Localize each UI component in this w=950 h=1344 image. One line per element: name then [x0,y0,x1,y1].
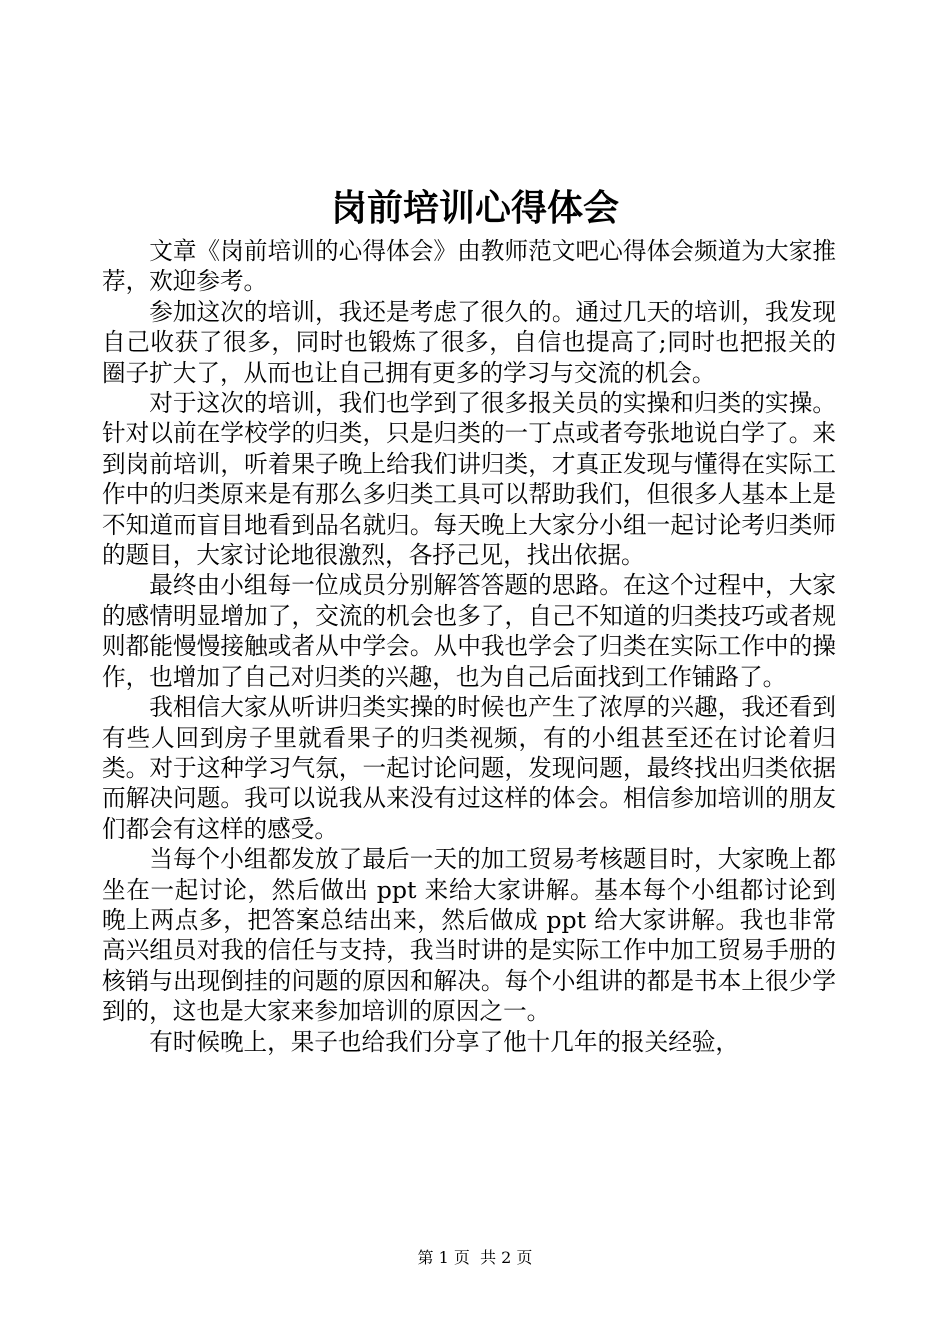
page-number-label: 第 1 页 共 2 页 [417,1248,533,1267]
document-title: 岗前培训心得体会 [330,187,619,229]
paragraph: 最终由小组每一位成员分别解答答题的思路。在这个过程中，大家的感情明显增加了，交流的机会也多了，自己不知道的归类技巧或者规则都能慢慢接触或者从中学会。从中我也学会了归类在实际工作中的操作，也增加了自己对归类的兴趣，也为自己后面找到工作铺路了。 [102,571,836,691]
document-body [102,236,836,1057]
paragraph: 有时候晚上，果子也给我们分享了他十几年的报关经验， [149,1027,740,1056]
paragraph: 当每个小组都发放了最后一天的加工贸易考核题目时，大家晚上都坐在一起讨论，然后做出 ppt 来给大家讲解。基本每个小组都讨论到晚上两点多，把答案总结出来，然后做成 ppt 给大家讲解。我也非常高兴组员对我的信任与支持，我当时讲的是实际工作中加工贸易手册的核销与出现倒挂的问题的原因和解决。每个小组讲的都是书本上很少学到的，这也是大家来参加培训的原因之一。 [102,845,836,1026]
page-footer [0,1248,950,1268]
paragraph: 文章《岗前培训的心得体会》由教师范文吧心得体会频道为大家推荐，欢迎参考。 [102,237,836,296]
paragraph: 参加这次的培训，我还是考虑了很久的。通过几天的培训，我发现自己收获了很多，同时也锻炼了很多，自信也提高了;同时也把报关的圈子扩大了，从而也让自己拥有更多的学习与交流的机会。 [102,297,836,387]
paragraph: 我相信大家从听讲归类实操的时候也产生了浓厚的兴趣，我还看到有些人回到房子里就看果子的归类视频，有的小组甚至还在讨论着归类。对于这种学习气氛，一起讨论问题，发现问题，最终找出归类依据而解决问题。我可以说我从来没有过这样的体会。相信参加培训的朋友们都会有这样的感受。 [102,693,836,843]
paragraph: 对于这次的培训，我们也学到了很多报关员的实操和归类的实操。针对以前在学校学的归类，只是归类的一丁点或者夸张地说白学了。来到岗前培训，听着果子晚上给我们讲归类，才真正发现与懂得在实际工作中的归类原来是有那么多归类工具可以帮助我们，但很多人基本上是不知道而盲目地看到品名就归。每天晚上大家分小组一起讨论考归类师的题目，大家讨论地很激烈，各抒己见，找出依据。 [102,389,836,570]
